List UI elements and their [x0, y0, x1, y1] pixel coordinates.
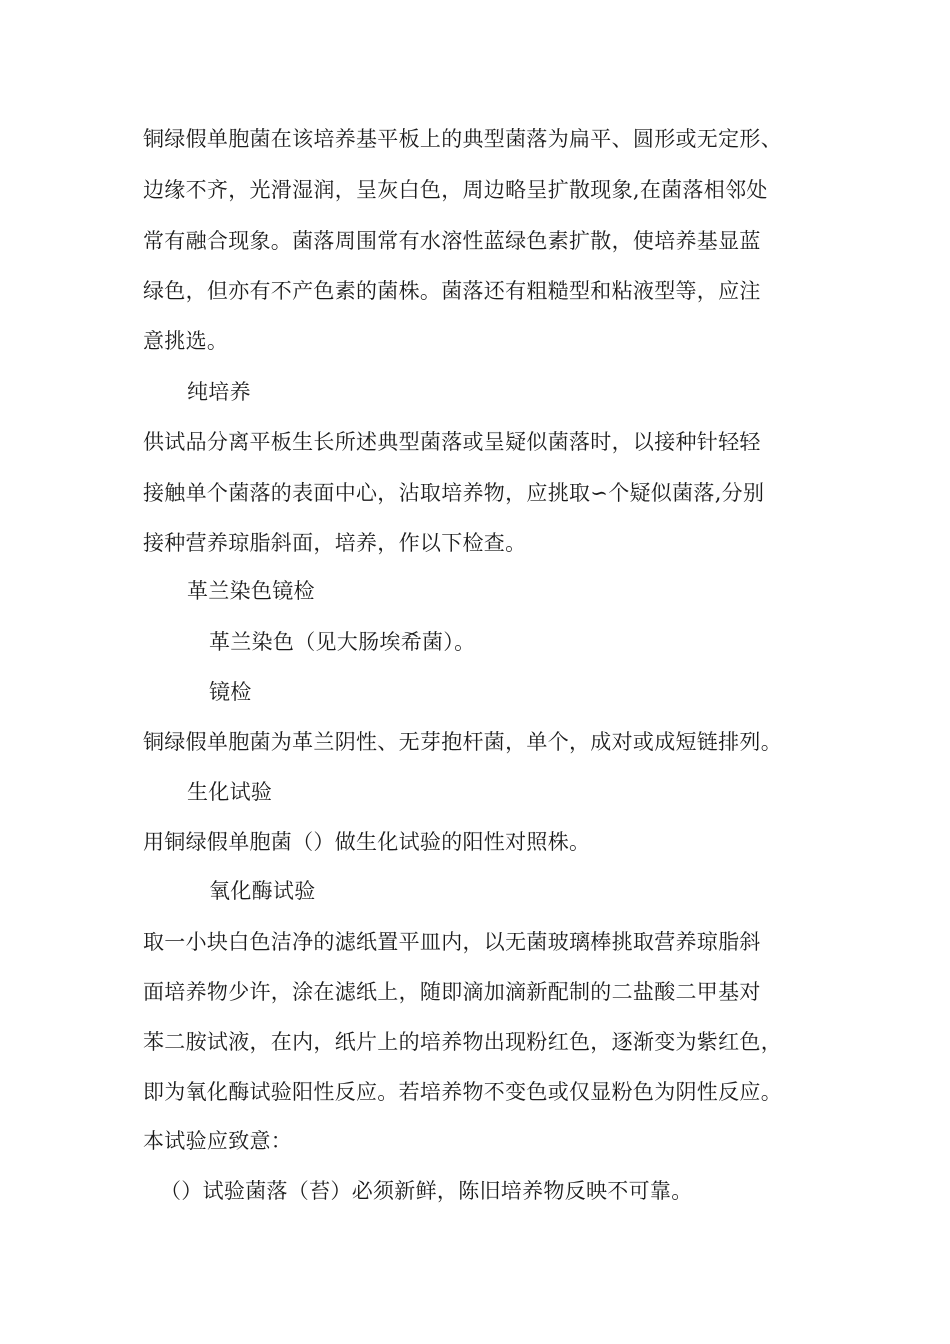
paragraph-line: 边缘不齐，光滑湿润，呈灰白色，周边略呈扩散现象,在菌落相邻处	[143, 178, 768, 202]
subsection-heading: 氧化酶试验	[209, 879, 316, 903]
paragraph-line: 苯二胺试液，在内，纸片上的培养物出现粉红色，逐渐变为紫红色，	[143, 1030, 782, 1054]
section-heading: 革兰染色镜检	[187, 579, 315, 603]
subsection-heading: 镜检	[209, 680, 252, 704]
section-heading: 生化试验	[187, 780, 273, 804]
paragraph-line: 常有融合现象。菌落周围常有水溶性蓝绿色素扩散，使培养基显蓝	[143, 229, 761, 253]
paragraph-line: 铜绿假单胞菌在该培养基平板上的典型菌落为扁平、圆形或无定形、	[143, 127, 782, 151]
paragraph-line: 供试品分离平板生长所述典型菌落或呈疑似菌落时，以接种针轻轻	[143, 430, 761, 454]
paragraph-line: 意挑选。	[143, 329, 229, 353]
paragraph-line: 用铜绿假单胞菌（）做生化试验的阳性对照株。	[143, 830, 591, 854]
section-heading: 纯培养	[187, 380, 251, 404]
paragraph-line: 绿色，但亦有不产色素的菌株。菌落还有粗糙型和粘液型等，应注	[143, 279, 761, 303]
list-item: （）试验菌落（苔）必须新鲜，陈旧培养物反映不可靠。	[160, 1179, 693, 1203]
subsection-heading: 革兰染色（见大肠埃希菌）。	[209, 630, 476, 654]
paragraph-line: 即为氧化酶试验阳性反应。若培养物不变色或仅显粉色为阴性反应。	[143, 1080, 782, 1104]
paragraph-line: 接种营养琼脂斜面，培养，作以下检查。	[143, 531, 527, 555]
paragraph-line: 面培养物少许，涂在滤纸上，随即滴加滴新配制的二盐酸二甲基对	[143, 980, 761, 1004]
paragraph-line: 本试验应致意：	[143, 1129, 293, 1153]
paragraph-line: 铜绿假单胞菌为革兰阴性、无芽抱杆菌，单个，成对或成短链排列。	[143, 730, 782, 754]
paragraph-line: 接触单个菌落的表面中心，沾取培养物，应挑取∽个疑似菌落,分别	[143, 481, 765, 505]
paragraph-line: 取一小块白色洁净的滤纸置平皿内，以无菌玻璃棒挑取营养琼脂斜	[143, 930, 761, 954]
